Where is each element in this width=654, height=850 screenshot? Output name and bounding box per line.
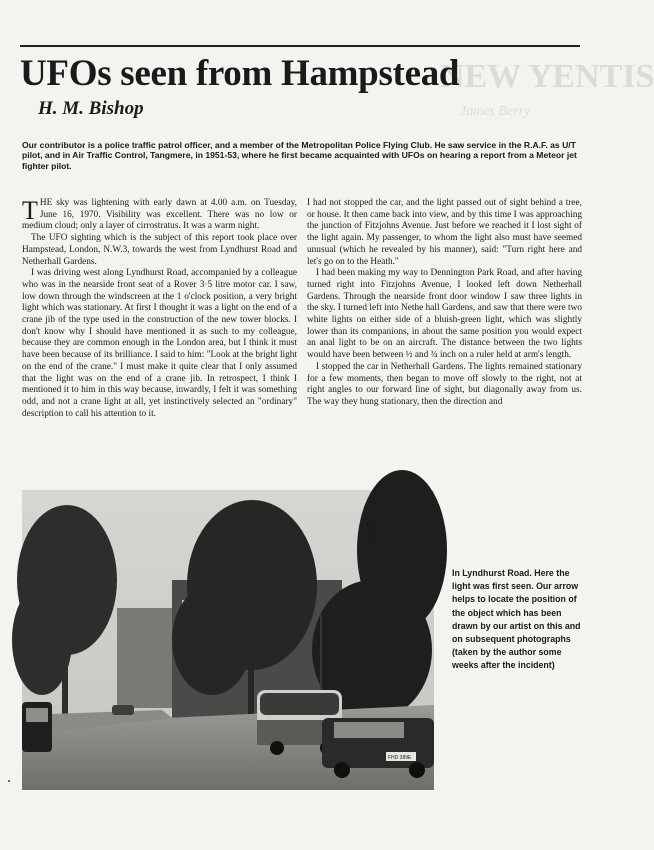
contributor-intro: Our contributor is a police traffic patrol officer, and a member of the Metropolitan Police Flying Club. He saw service in the R.A.F. as U/T pilot, and in Air Traffic Control, Tangmere, in 1951-53, where he first became acquainted with UFOs on hearing a report from a Meteor jet fighter pilot.	[22, 140, 577, 171]
left-paragraph-1-text: HE sky was lightening with early dawn at 4.00 a.m. on Tuesday, June 16, 1970. Visibility was excellent. There was no low or medium cloud; only a layer of cirrostratus. It was a warm night.	[22, 198, 297, 232]
drop-cap: T	[22, 196, 38, 225]
photo-scene	[22, 490, 434, 790]
right-column	[307, 198, 582, 409]
right-paragraph-1: I had not stopped the car, and the light passed out of sight behind a tree, or house. It then came back into view, and by this time I was approaching the junction of Fitzjohns Avenue. Just before we reached it I lost sight of the light again. My passenger, to whom the light also must have seemed unusual (which he revealed by his manner), said: "Turn right here and let's go on to the Heath."	[307, 198, 582, 267]
parked-car-left	[22, 702, 52, 752]
right-paragraph-3: I stopped the car in Netherhall Gardens. The lights remained stationary for a few moments, then began to move off slowly to the right, not at right angles to our forward line of sight, but diagonally away from us. The way they hung stationary, then the direction and	[307, 361, 582, 407]
bleed-through-text: NEW YENTIS James Berry	[440, 58, 654, 119]
print-speck	[8, 780, 10, 782]
top-rule	[20, 45, 580, 47]
street-photograph	[22, 490, 434, 790]
left-paragraph-3: I was driving west along Lyndhurst Road, accompanied by a colleague who was in the nearside front seat of a Rover 3·5 litre motor car. I saw, low down through the windscreen at the 1 o'clock position, a very bright light which was stationary. At first I thought it was a light on the end of a crane jib of the type used in the construction of the new tower blocks. I don't know why I should have mentioned it as such to my colleague, because they are common enough in the London area, but I think it must have been because of its brilliance. I said to him: "Look at the bright light on the end of the crane." I must make it quite clear that I only assumed that the light was on the end of a crane jib. In retrospect, I think I mentioned it to him in this way because, inwardly, I felt it was something odd, and not a crane light at all, yet instinctively selected an "ordinary" description to call his attention to it.	[22, 268, 297, 419]
right-paragraph-2: I had been making my way to Dennington Park Road, and after having turned right into Fitzjohns Avenue, I looked left down Netherhall Gardens. Through the nearside front door window I saw three lights in the sky. I turned left into Nethe hall Gardens, and saw that there were two white lights on either side of a bluish-green light, which was slightly lower than its companions, in about the same position you would expect an anal light to be on an aircraft. The distance between the two lights would have been between ½ and ¾ inch on a ruler held at arm's length.	[307, 268, 582, 361]
distant-car	[112, 705, 134, 715]
article-title: UFOs seen from Hampstead	[20, 53, 460, 94]
photo-caption: In Lyndhurst Road. Here the light was first seen. Our arrow helps to locate the position of the object which has been drawn by our artist on this and on subsequent photographs (taken by the author some weeks after the incident)	[452, 568, 581, 671]
article-author: H. M. Bishop	[38, 98, 144, 119]
number-plate: FHD 389E	[388, 755, 412, 761]
left-paragraph-2: The UFO sighting which is the subject of this report took place over Hampstead, London, N.W.3, towards the west from Lyndhurst Road and Netherhall Gardens.	[22, 233, 297, 267]
left-paragraph-1	[22, 198, 297, 233]
left-column	[22, 198, 297, 420]
